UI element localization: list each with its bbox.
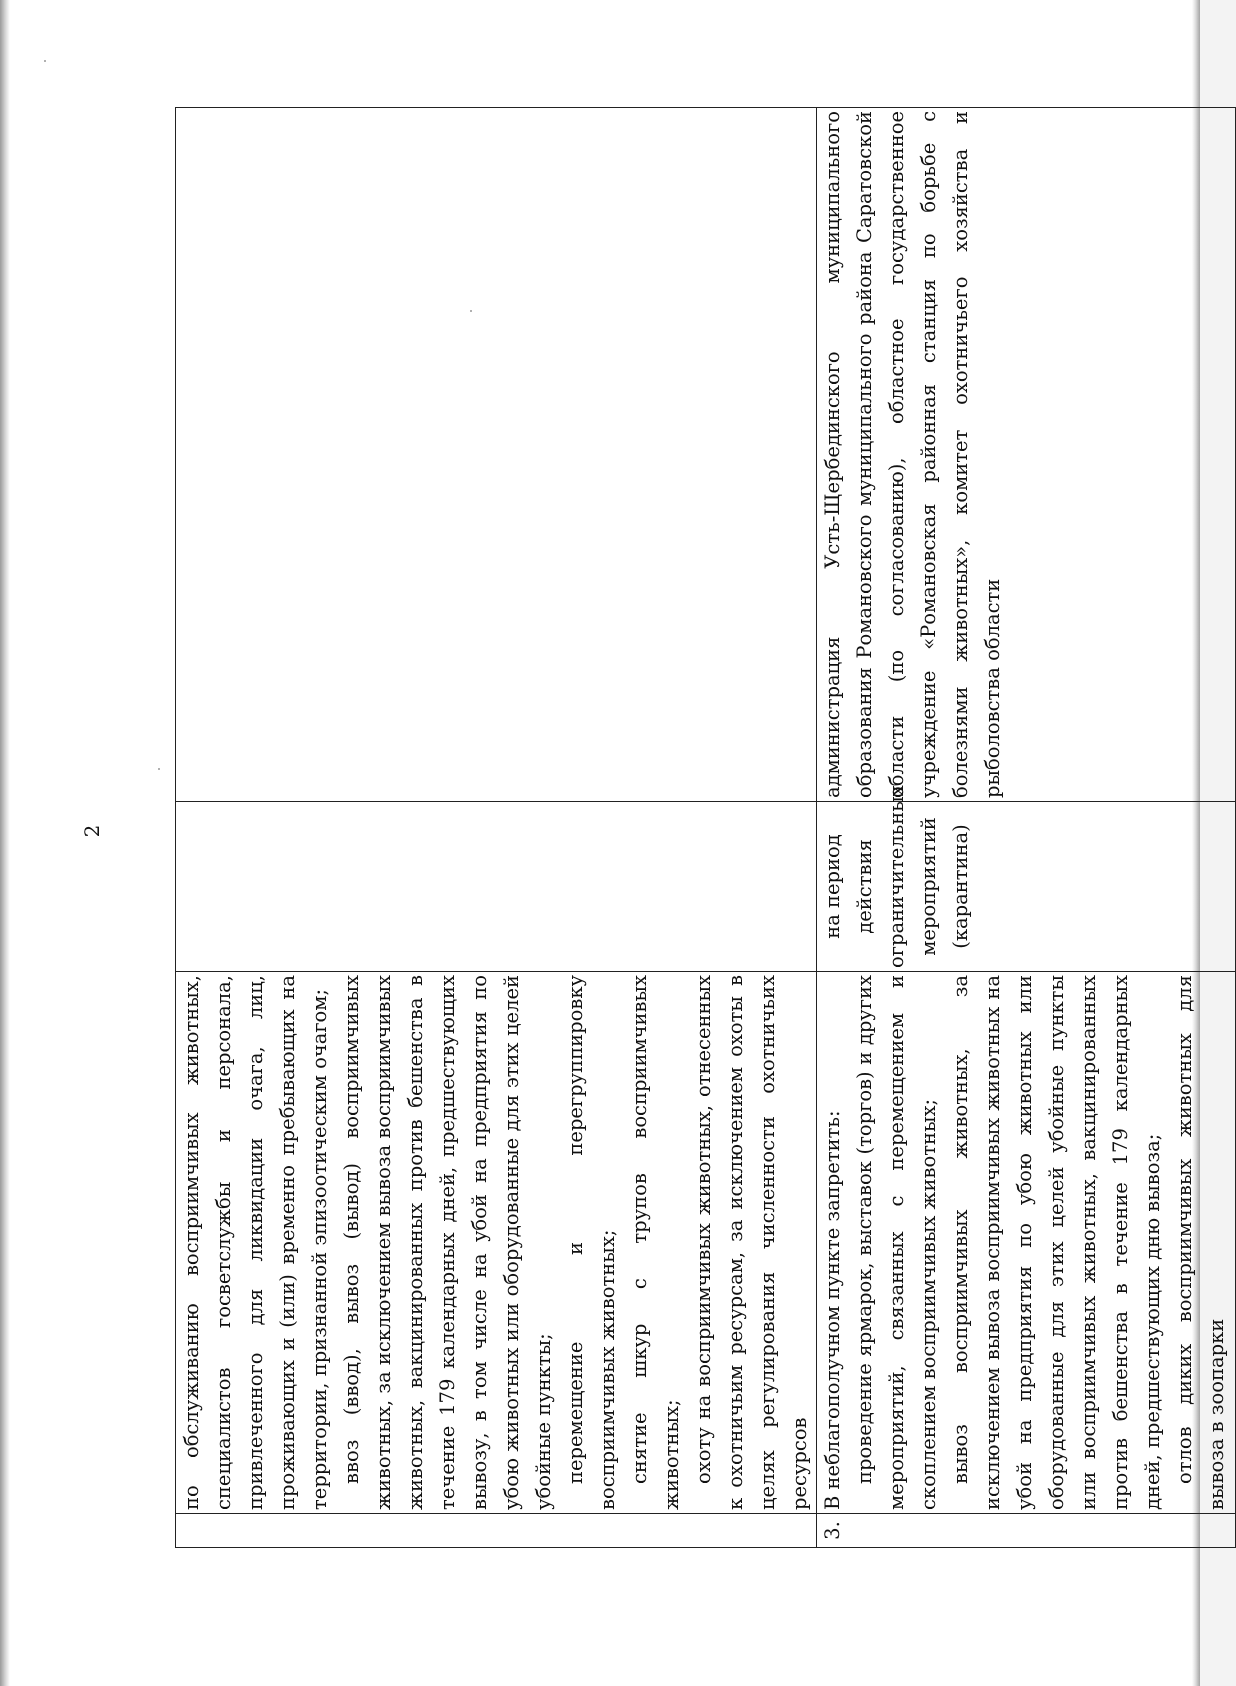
page-number: 2 [80, 824, 104, 838]
measure-paragraph: проведение ярмарок, выставок (торгов) и других мероприятий, связанных с перемещением и скоплением восприимчивых животных; [853, 975, 940, 1510]
measure-paragraph: перемещение и перегруппировку восприимчивых животных; [564, 975, 619, 1510]
measure-paragraph: ввоз (ввод), вывоз (вывод) восприимчивых животных, за исключением вывоза восприимчивых животных, вакцинированных против бешенства в течение 179 календарных дней, предшествующих вывозу, в том числе на убой на предприятия по убою животных или оборудованные для этих целей убойные пункты; [340, 975, 555, 1510]
measure-cell [817, 972, 1236, 1514]
responsible-text: администрация Усть-Щербединского муниципального образования Романовского муниципального района Саратовской области (по согласованию), областное государственное учреждение «Романовская районная станция по борьбе с болезнями животных», комитет охотничьего хозяйства и рыболовства области [821, 111, 1004, 798]
responsible-cell [176, 108, 817, 802]
row-number [176, 1514, 817, 1548]
measure-paragraph: снятие шкур с трупов восприимчивых животных; [628, 975, 683, 1510]
measure-paragraph: отлов диких восприимчивых животных для вывоза в зоопарки [1173, 975, 1228, 1510]
table-row [817, 108, 1236, 1548]
term-cell [176, 802, 817, 972]
responsible-cell [817, 108, 1236, 802]
measure-paragraph: по обслуживанию восприимчивых животных, специалистов госветслужбы и персонала, привлеченного для ликвидации очага, лиц, проживающих и (или) временно пребывающих на территории, признанной эпизоотическим очагом; [180, 975, 331, 1510]
measure-paragraph: вывоз восприимчивых животных, за исключением вывоза восприимчивых животных на убой на предприятия по убою животных или оборудованные для этих целей убойные пункты или восприимчивых животных, вакцинированных против бешенства в течение 179 календарных дней, предшествующих дню вывоза; [949, 975, 1164, 1510]
measures-table [175, 107, 1236, 1548]
row-number: 3. [817, 1514, 1236, 1548]
measure-cell [176, 972, 817, 1514]
table-row [176, 108, 817, 1548]
measure-paragraph: охоту на восприимчивых животных, отнесенных к охотничьим ресурсам, за исключением охоты в целях регулирования численности охотничьих ресурсов [692, 975, 811, 1510]
measure-paragraph: В неблагополучном пункте запретить: [821, 1110, 844, 1510]
term-cell: на период действия ограничительных мероприятий (карантина) [817, 802, 1236, 972]
